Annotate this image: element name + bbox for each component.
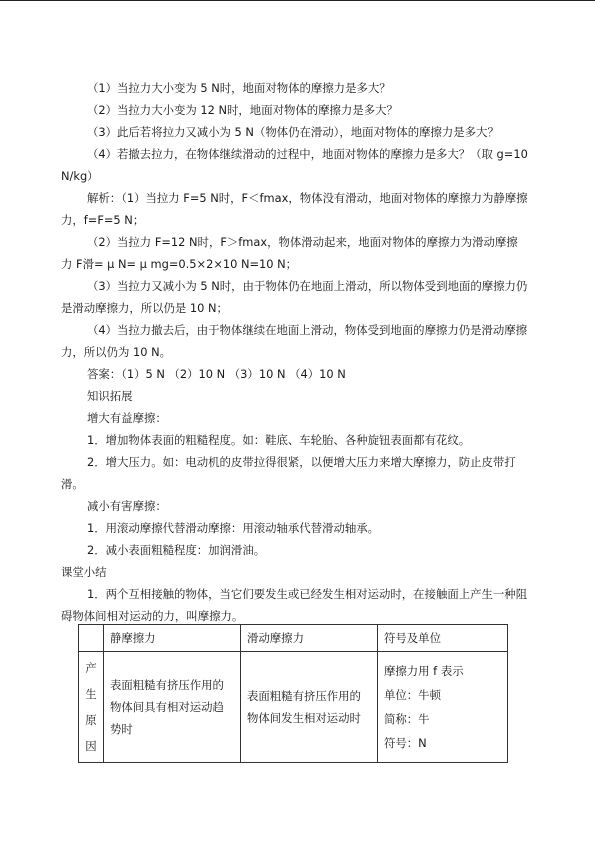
increase-friction-title: 增大有益摩擦：: [87, 411, 167, 425]
question-1: （1）当拉力大小变为 5 N时，地面对物体的摩擦力是多大？: [87, 81, 391, 95]
unit-cell: [378, 652, 508, 763]
analysis-2: （2）当拉力 F=12 N时，F＞fmax，物体滑动起来，地面对物体的摩擦力为滑动摩擦力 F滑= μ N= μ mg=0.5×2×10 N=10 N；: [61, 235, 518, 271]
analysis-4: （4）当拉力撤去后，由于物体继续在地面上滑动，物体受到地面的摩擦力仍是滑动摩擦力，所以仍为 10 N。: [61, 323, 528, 359]
analysis-1: 解析：（1）当拉力 F=5 N时，F＜fmax，物体没有滑动，地面对物体的摩擦力为静摩擦力，f=F=5 N；: [61, 191, 528, 227]
extension-title: 知识拓展: [87, 389, 133, 403]
unit-line: 简称：牛: [384, 712, 430, 726]
summary-point-1: 1．两个互相接触的物体，当它们要发生或已经发生相对运动时，在接触面上产生一种阻碍物体间相对运动的力，叫摩擦力。: [61, 587, 528, 623]
page-top-rule: [0, 0, 595, 1]
unit-line: 摩擦力用 f 表示: [384, 664, 464, 678]
row-label-char: 因: [85, 739, 97, 753]
row-label-char: 产: [85, 661, 97, 675]
row-label-cause: [79, 652, 104, 763]
unit-line: 符号：N: [384, 736, 427, 750]
question-4: （4）若撤去拉力，在物体继续滑动的过程中，地面对物体的摩擦力是多大？（取 g=10 N/kg）: [61, 147, 528, 183]
increase-item-2: 2．增大压力。如：电动机的皮带拉得很紧，以便增大压力来增大摩擦力，防止皮带打滑。: [61, 455, 516, 491]
friction-summary-table: [78, 624, 508, 763]
answer-line: 答案：（1）5 N （2）10 N （3）10 N （4）10 N: [87, 367, 346, 381]
table-row: [79, 652, 508, 763]
decrease-item-1: 1．用滚动摩擦代替滑动摩擦：用滚动轴承代替滑动轴承。: [87, 521, 380, 535]
table-header-unit: 符号及单位: [378, 625, 508, 652]
question-3: （3）此后若将拉力又减小为 5 N（物体仍在滑动），地面对物体的摩擦力是多大？: [87, 125, 499, 139]
increase-item-1: 1．增加物体表面的粗糙程度。如：鞋底、车轮胎、各种旋钮表面都有花纹。: [87, 433, 471, 447]
decrease-friction-title: 减小有害摩擦：: [87, 499, 167, 513]
sliding-cause-cell: 表面粗糙有挤压作用的物体间发生相对运动时: [241, 652, 378, 763]
summary-title: 课堂小结: [61, 565, 107, 579]
row-label-char: 原: [85, 713, 97, 727]
question-2: （2）当拉力大小变为 12 N时，地面对物体的摩擦力是多大？: [87, 103, 398, 117]
table-header-static: 静摩擦力: [104, 625, 241, 652]
static-cause-cell: 表面粗糙有挤压作用的物体间具有相对运动趋势时: [104, 652, 241, 763]
table-header-corner: [79, 625, 104, 652]
analysis-3: （3）当拉力又减小为 5 N时，由于物体仍在地面上滑动，所以物体受到地面的摩擦力仍是滑动摩擦力，所以仍是 10 N；: [61, 279, 528, 315]
table-header-row: [79, 625, 508, 652]
unit-line: 单位：牛顿: [384, 688, 441, 702]
table-header-sliding: 滑动摩擦力: [241, 625, 378, 652]
decrease-item-2: 2．减小表面粗糙程度：加润滑油。: [87, 543, 266, 557]
row-label-char: 生: [85, 687, 97, 701]
document-body: [61, 77, 529, 627]
